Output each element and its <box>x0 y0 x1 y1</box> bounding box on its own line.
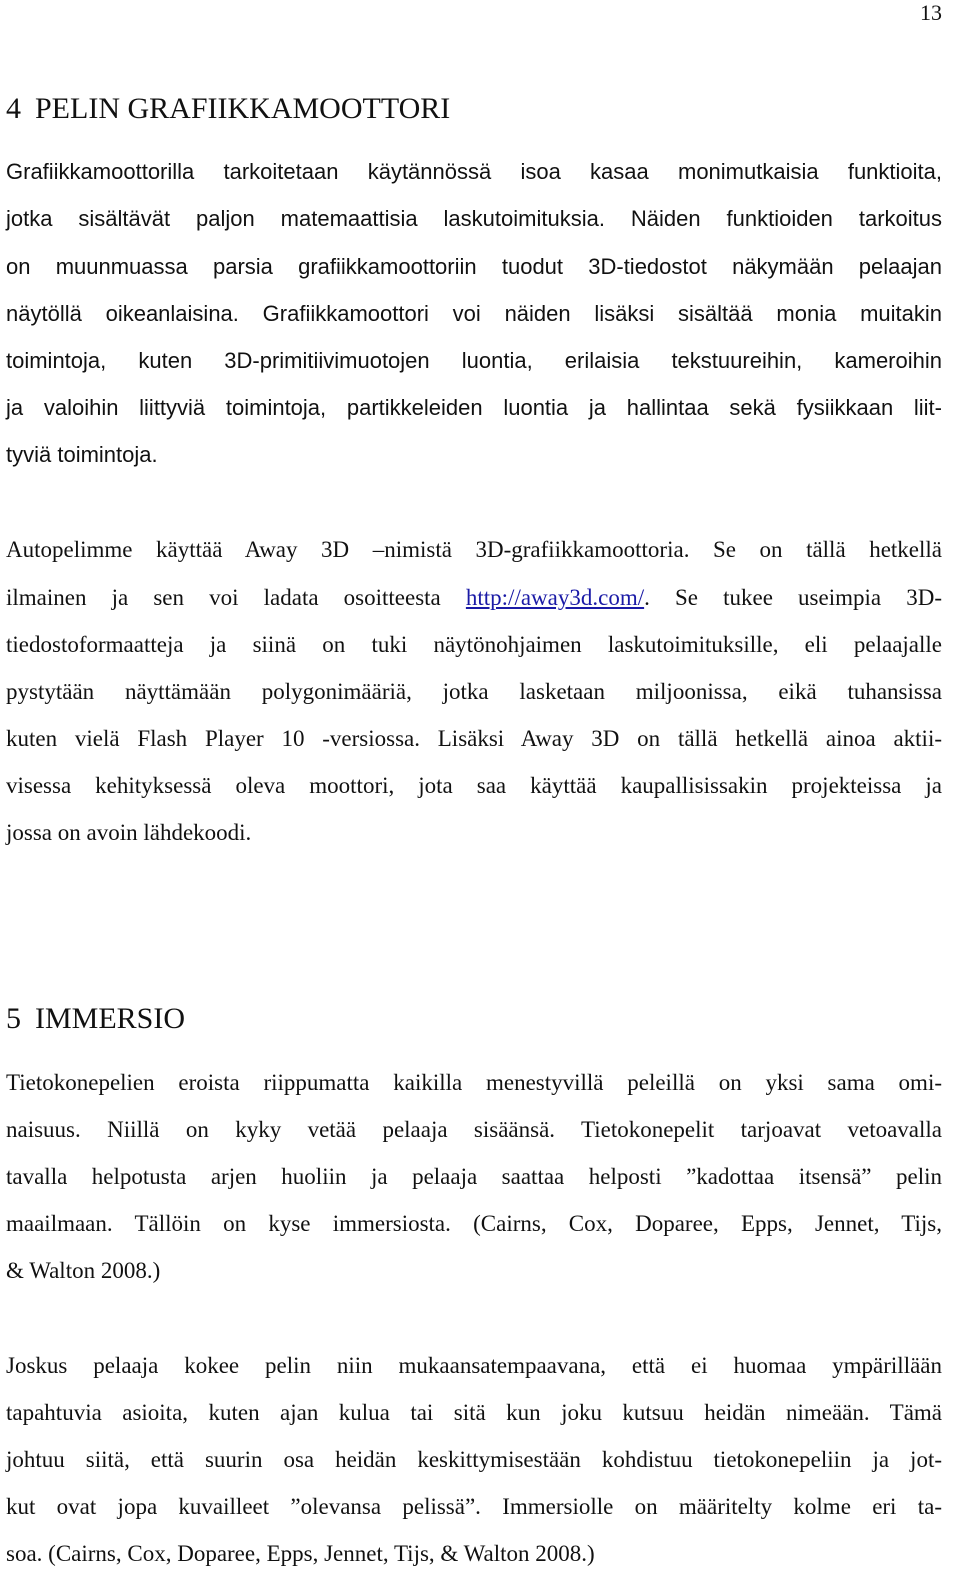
section-5-heading <box>6 1002 185 1036</box>
section-4-paragraph-2-line: tiedostoformaatteja ja siinä on tuki näytönohjaimen laskutoimituksille, eli pelaajalle <box>6 632 942 657</box>
section-4-paragraph-2-line: jossa on avoin lähdekoodi. <box>6 820 252 845</box>
paragraph-text: . Se tukee useimpia 3D- <box>644 585 942 610</box>
section-5-paragraph-1-line: Tietokonepelien eroista riippumatta kaikilla menestyvillä peleillä on yksi sama omi- <box>6 1070 942 1095</box>
section-5-paragraph-1-line: tavalla helpotusta arjen huoliin ja pelaaja saattaa helposti ”kadottaa itsensä” pelin <box>6 1164 942 1189</box>
section-4-heading <box>6 92 450 126</box>
section-5-title: IMMERSIO <box>35 1002 186 1035</box>
page-number: 13 <box>920 0 942 25</box>
section-4-paragraph-1-line: ja valoihin liittyviä toimintoja, partikkeleiden luontia ja hallintaa sekä fysiikkaan liit- <box>6 395 942 420</box>
section-4-paragraph-1-line: Grafiikkamoottorilla tarkoitetaan käytännössä isoa kasaa monimutkaisia funktioita, <box>6 159 942 184</box>
section-4-paragraph-1-line: näytöllä oikeanlaisina. Grafiikkamoottori voi näiden lisäksi sisältää monia muitakin <box>6 301 942 326</box>
section-4-paragraph-2-line: pystytään näyttämään polygonimääriä, jotka lasketaan miljoonissa, eikä tuhansissa <box>6 679 942 704</box>
section-5-paragraph-1-line: & Walton 2008.) <box>6 1258 161 1283</box>
section-4-paragraph-2-line: Autopelimme käyttää Away 3D –nimistä 3D-grafiikkamoottoria. Se on tällä hetkellä <box>6 537 942 562</box>
paragraph-text: ilmainen ja sen voi ladata osoitteesta <box>6 585 466 610</box>
section-4-paragraph-1-line: on muunmuassa parsia grafiikkamoottoriin tuodut 3D-tiedostot näkymään pelaajan <box>6 254 942 279</box>
section-5-paragraph-2-line: kut ovat jopa kuvailleet ”olevansa pelissä”. Immersiolle on määritelty kolme eri ta- <box>6 1494 942 1519</box>
section-5-paragraph-2-line: tapahtuvia asioita, kuten ajan kulua tai sitä kun joku kutsuu heidän nimeään. Tämä <box>6 1400 942 1425</box>
section-4-paragraph-1-line: tyviä toimintoja. <box>6 442 158 467</box>
section-5-paragraph-2-line: Joskus pelaaja kokee pelin niin mukaansatempaavana, että ei huomaa ympärillään <box>6 1353 942 1378</box>
section-5-paragraph-1-line: naisuus. Niillä on kyky vetää pelaaja sisäänsä. Tietokonepelit tarjoavat vetoavalla <box>6 1117 942 1142</box>
section-5-paragraph-2-line: soa. (Cairns, Cox, Doparee, Epps, Jennet, Tijs, & Walton 2008.) <box>6 1541 595 1566</box>
section-4-paragraph-2-line-with-link <box>6 586 942 609</box>
section-4-paragraph-1-line: toimintoja, kuten 3D-primitiivimuotojen luontia, erilaisia tekstuureihin, kameroihin <box>6 348 942 373</box>
section-4-number: 4 <box>6 92 21 125</box>
section-4-paragraph-1-line: jotka sisältävät paljon matemaattisia laskutoimituksia. Näiden funktioiden tarkoitus <box>6 206 942 231</box>
section-4-paragraph-2-line: kuten vielä Flash Player 10 -versiossa. Lisäksi Away 3D on tällä hetkellä ainoa aktii- <box>6 726 942 751</box>
section-5-paragraph-2-line: johtuu siitä, että suurin osa heidän keskittymisestään kohdistuu tietokonepeliin ja jot- <box>6 1447 942 1472</box>
section-4-paragraph-2-line: visessa kehityksessä oleva moottori, jota saa käyttää kaupallisissakin projekteissa ja <box>6 773 942 798</box>
section-4-title: PELIN GRAFIIKKAMOOTTORI <box>35 92 451 125</box>
section-5-paragraph-1-line: maailmaan. Tällöin on kyse immersiosta. (Cairns, Cox, Doparee, Epps, Jennet, Tijs, <box>6 1211 942 1236</box>
section-5-number: 5 <box>6 1002 21 1035</box>
away3d-link[interactable]: http://away3d.com/ <box>465 585 645 610</box>
